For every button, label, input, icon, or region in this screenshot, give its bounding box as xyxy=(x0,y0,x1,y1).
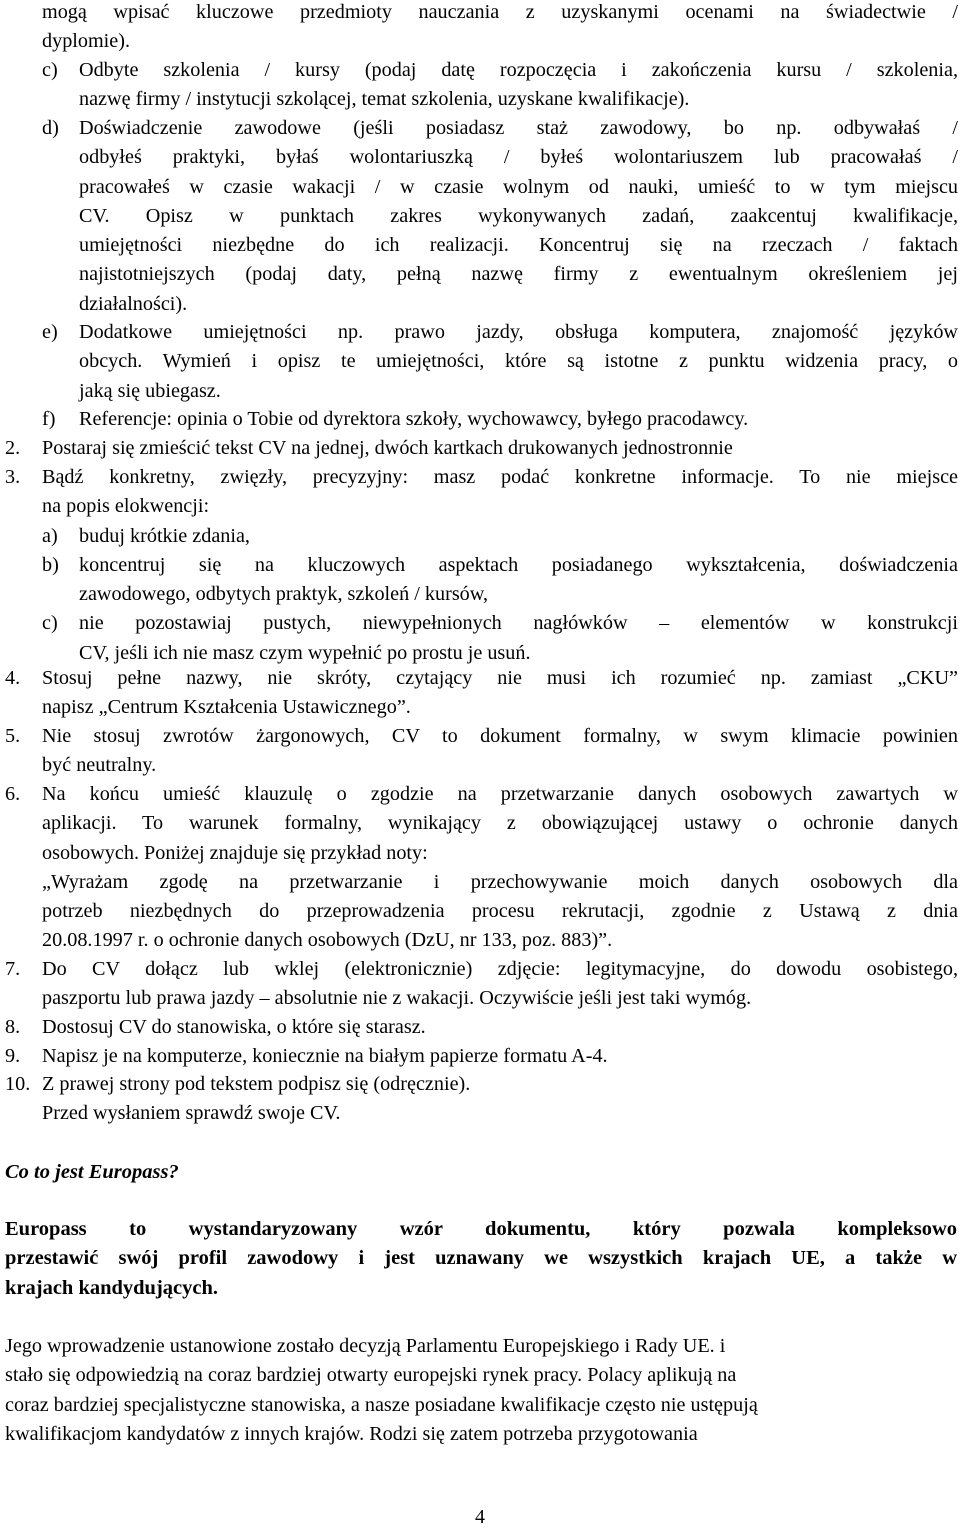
list-item-e xyxy=(42,318,958,406)
text-line: potrzeb niezbędnych do przeprowadzenia procesu rekrutacji, zgodnie z Ustawą z dnia xyxy=(42,900,958,923)
list-item-2 xyxy=(5,434,958,463)
text-line: obcych. Wymień i opisz te umiejętności, które są istotne z punktu widzenia pracy, o xyxy=(79,350,958,373)
list-marker: b) xyxy=(42,553,59,576)
text-line: Przed wysłaniem sprawdź swoje CV. xyxy=(42,1102,341,1125)
sub-item-a xyxy=(42,522,958,551)
text-line: 20.08.1997 r. o ochronie danych osobowych (DzU, nr 133, poz. 883)”. xyxy=(42,929,613,952)
list-marker: e) xyxy=(42,321,58,343)
list-item-f xyxy=(42,405,958,434)
list-marker: 5. xyxy=(5,725,21,747)
text-line: na popis elokwencji: xyxy=(42,495,210,518)
list-marker: c) xyxy=(42,59,58,81)
text-line: umiejętności niezbędne do ich realizacji. Koncentruj się na rzeczach / faktach xyxy=(79,234,958,257)
text-line: działalności). xyxy=(79,292,188,315)
text-line: Referencje: opinia o Tobie od dyrektora szkoły, wychowawcy, byłego pracodawcy. xyxy=(79,408,749,430)
text-line: być neutralny. xyxy=(42,754,157,777)
text-line: kwalifikacjom kandydatów z innych krajów. Rodzi się zatem potrzeba przygotowania xyxy=(5,1422,698,1445)
text-line: Z prawej strony pod tekstem podpisz się (odręcznie). xyxy=(42,1073,471,1095)
sub-item-b xyxy=(42,551,958,610)
list-marker: 10. xyxy=(5,1073,31,1095)
list-marker: f) xyxy=(42,408,56,430)
text-line: jaką się ubiegasz. xyxy=(79,379,221,402)
text-line: przestawić swój profil zawodowy i jest uznawany we wszystkich krajach UE, a także w xyxy=(5,1247,957,1270)
text-line: odbyłeś praktyki, byłaś wolontariuszką / byłeś wolontariuszem lub pracowałaś / xyxy=(79,146,958,169)
sub-item-c xyxy=(42,609,958,668)
text-line: coraz bardziej specjalistyczne stanowiska, a nasze posiadane kwalifikacje często nie ustępują xyxy=(5,1393,758,1416)
text-line: Stosuj pełne nazwy, nie skróty, czytający nie musi ich rozumieć np. zamiast „CKU” xyxy=(42,667,958,689)
text-line: krajach kandydujących. xyxy=(5,1276,219,1299)
text-line: Napisz je na komputerze, koniecznie na białym papierze formatu A-4. xyxy=(42,1045,608,1067)
text-line: CV. Opisz w punktach zakres wykonywanych zadań, zaakcentuj kwalifikacje, xyxy=(79,204,958,227)
text-line: najistotniejszych (podaj daty, pełną nazwę firmy z ewentualnym określeniem jej xyxy=(79,263,958,286)
text-line: osobowych. Poniżej znajduje się przykład noty: xyxy=(42,841,428,864)
text-line: Europass to wystandaryzowany wzór dokumentu, który pozwala kompleksowo xyxy=(5,1218,957,1240)
text-line: nie pozostawiaj pustych, niewypełnionych nagłówków – elementów w konstrukcji xyxy=(79,612,958,635)
body-paragraph xyxy=(5,1332,958,1449)
list-marker: 8. xyxy=(5,1016,21,1038)
text-line: pracowałeś w czasie wakacji / w czasie wolnym od nauki, umieść to w tym miejscu xyxy=(79,175,958,198)
list-item-4 xyxy=(5,664,958,723)
list-item-3 xyxy=(5,463,958,668)
list-marker: d) xyxy=(42,117,59,139)
list-item-c xyxy=(42,56,958,115)
list-marker: 2. xyxy=(5,437,21,459)
text-line: Doświadczenie zawodowe (jeśli posiadasz staż zawodowy, bo np. odbywałaś / xyxy=(79,117,958,139)
list-item-5 xyxy=(5,722,958,781)
text-line: Nie stosuj zwrotów żargonowych, CV to dokument formalny, w swym klimacie powinien xyxy=(42,725,958,747)
list-item-8 xyxy=(5,1013,958,1042)
text-line: Na końcu umieść klauzulę o zgodzie na przetwarzanie danych osobowych zawartych w xyxy=(42,783,958,805)
list-marker: c) xyxy=(42,612,58,635)
text-line: Jego wprowadzenie ustanowione zostało decyzją Parlamentu Europejskiego i Rady UE. i xyxy=(5,1335,726,1357)
text-line: nazwę firmy / instytucji szkolącej, temat szkolenia, uzyskane kwalifikacje). xyxy=(79,88,690,111)
text-line: Do CV dołącz lub wklej (elektronicznie) zdjęcie: legitymacyjne, do dowodu osobistego, xyxy=(42,958,958,980)
list-item-d xyxy=(42,114,958,319)
text-line: buduj krótkie zdania, xyxy=(79,524,250,547)
list-item-7 xyxy=(5,955,958,1014)
text-line: aplikacji. To warunek formalny, wynikający z obowiązującej ustawy o ochronie danych xyxy=(42,812,958,835)
text-line: paszportu lub prawa jazdy – absolutnie nie z wakacji. Oczywiście jeśli jest taki wymóg. xyxy=(42,987,752,1010)
text-line: „Wyrażam zgodę na przetwarzanie i przechowywanie moich danych osobowych dla xyxy=(42,870,958,893)
text-line: dyplomie). xyxy=(42,30,131,53)
text-line: Dostosuj CV do stanowiska, o które się starasz. xyxy=(42,1016,426,1038)
list-marker: 6. xyxy=(5,783,21,805)
text-line: Postaraj się zmieścić tekst CV na jednej, dwóch kartkach drukowanych jednostronnie xyxy=(42,437,733,459)
text-line: napisz „Centrum Kształcenia Ustawicznego”. xyxy=(42,696,411,719)
text-line: stało się odpowiedzią na coraz bardziej otwarty europejski rynek pracy. Polacy aplikują na xyxy=(5,1364,737,1387)
text-line: CV, jeśli ich nie masz czym wypełnić po prostu je usuń. xyxy=(79,641,531,664)
list-marker: 9. xyxy=(5,1045,21,1067)
text-line: zawodowego, odbytych praktyk, szkoleń / kursów, xyxy=(79,583,489,606)
text-line: Dodatkowe umiejętności np. prawo jazdy, obsługa komputera, znajomość języków xyxy=(79,321,958,343)
text-line: koncentruj się na kluczowych aspektach posiadanego wykształcenia, doświadczenia xyxy=(79,553,958,576)
list-marker: a) xyxy=(42,524,58,547)
text-line: Bądź konkretny, zwięzły, precyzyjny: masz podać konkretne informacje. To nie miejsce xyxy=(42,466,958,488)
continuation-text xyxy=(42,0,958,57)
text-line: Odbyte szkolenia / kursy (podaj datę rozpoczęcia i zakończenia kursu / szkolenia, xyxy=(79,59,958,81)
list-marker: 4. xyxy=(5,667,21,689)
list-marker: 3. xyxy=(5,466,21,488)
list-item-10 xyxy=(5,1070,958,1129)
list-marker: 7. xyxy=(5,958,21,980)
bold-paragraph xyxy=(5,1215,957,1303)
text-line: mogą wpisać kluczowe przedmioty nauczania z uzyskanymi ocenami na świadectwie / xyxy=(42,1,958,23)
section-heading: Co to jest Europass? xyxy=(5,1161,179,1183)
list-item-6 xyxy=(5,780,958,956)
list-item-9 xyxy=(5,1042,958,1071)
page-number: 4 xyxy=(475,1506,485,1528)
